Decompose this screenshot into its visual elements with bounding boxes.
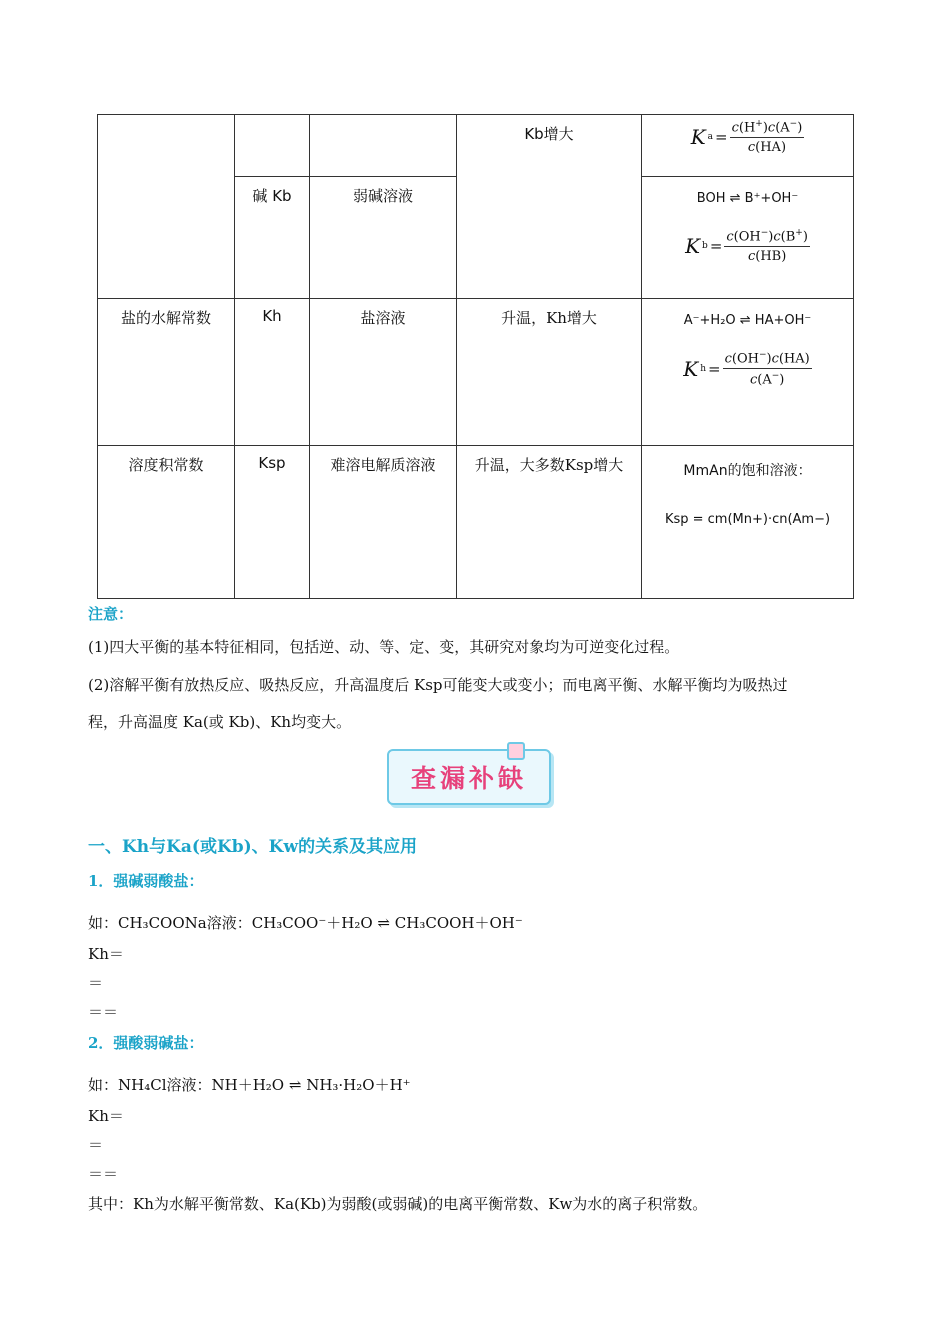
example-nh4cl: 如：NH₄Cl溶液：NH＋H₂O ⇌ NH₃·H₂O＋H⁺ <box>88 1076 411 1094</box>
table-cell <box>235 115 310 177</box>
table-cell-name <box>235 177 310 299</box>
kb-increase-text: Kb增大 <box>524 125 574 143</box>
base-kb-label: 碱 Kb <box>252 187 292 205</box>
table-cell <box>98 115 235 299</box>
note-title: 注意： <box>88 605 134 623</box>
ksp-name: 溶度积常数 <box>128 456 204 474</box>
note-paragraph-1: (1)四大平衡的基本特征相同，包括逆、动、等、定、变，其研究对象均为可逆变化过程。 <box>88 638 680 656</box>
weak-base-solution: 弱碱溶液 <box>352 187 413 205</box>
insoluble-solution: 难溶电解质溶液 <box>330 456 436 474</box>
ksp-expression: Ksp = cm(Mn+)·cn(Am−) <box>664 512 831 527</box>
equilibrium-constants-table <box>97 114 854 599</box>
table-cell-solution <box>310 446 457 599</box>
kb-expression: K b = $\frac{c(OH^-)c(B^+)}{c(HB)}$ <box>685 228 808 265</box>
table-cell-name <box>98 446 235 599</box>
table-cell-solution <box>310 177 457 299</box>
saturated-solution-label: MmAn的饱和溶液： <box>683 463 812 479</box>
table-cell-factor <box>457 115 642 299</box>
table-cell-formula <box>642 115 854 177</box>
paper-clip-icon <box>507 742 525 760</box>
hydrolysis-constant-name: 盐的水解常数 <box>120 309 211 327</box>
subheading-strong-base-weak-acid: 1．强碱弱酸盐： <box>88 872 204 890</box>
table-cell-formula <box>642 446 854 599</box>
table-cell-factor <box>457 446 642 599</box>
note-paragraph-2: (2)溶解平衡有放热反应、吸热反应，升高温度后 Ksp可能变大或变小；而电离平衡、水解平衡均为吸热过 <box>88 676 788 694</box>
subheading-strong-acid-weak-base: 2．强酸弱碱盐： <box>88 1034 204 1052</box>
table-cell <box>310 115 457 177</box>
hydrolysis-equation: A⁻+H₂O ⇌ HA+OH⁻ <box>683 313 812 328</box>
table-cell-name <box>98 299 235 446</box>
kh-symbol: Kh <box>262 307 282 325</box>
table-cell-formula <box>642 177 854 299</box>
boh-equation: BOH ⇌ B⁺+OH⁻ <box>696 191 799 206</box>
table-cell-solution <box>310 299 457 446</box>
ka-expression: K a = $\frac{c(H^+)c(A^-)}{c(HA)}$ <box>690 119 803 156</box>
equals-line-2b: ＝＝ <box>88 1165 119 1183</box>
table-cell-formula <box>642 299 854 446</box>
footer-explanation: 其中：Kh为水解平衡常数、Ka(Kb)为弱酸(或弱碱)的电离平衡常数、Kw为水的离子积常数。 <box>88 1195 708 1213</box>
ksp-symbol: Ksp <box>258 454 286 472</box>
kh-line-2: Kh＝ <box>88 1107 124 1125</box>
kh-factor: 升温，Kh增大 <box>501 309 597 327</box>
note-paragraph-2-cont: 程，升高温度 Ka(或 Kb)、Kh均变大。 <box>88 713 352 731</box>
kh-line-1: Kh＝ <box>88 945 124 963</box>
table-cell-symbol <box>235 446 310 599</box>
kh-expression: K h = $\frac{c(OH^-)c(HA)}{c(A^-)}$ <box>683 350 810 388</box>
equals-line-2: ＝ <box>88 1136 104 1154</box>
equals-line-1: ＝ <box>88 974 104 992</box>
table-cell-factor <box>457 299 642 446</box>
section-badge: 查漏补缺 <box>387 749 551 805</box>
salt-solution: 盐溶液 <box>360 309 406 327</box>
equals-line-1b: ＝＝ <box>88 1003 119 1021</box>
table-cell-symbol <box>235 299 310 446</box>
ksp-factor: 升温，大多数Ksp增大 <box>474 456 624 474</box>
section-heading: 一、Kh与Ka(或Kb)、Kw的关系及其应用 <box>88 837 418 857</box>
example-ch3coona: 如：CH₃COONa溶液：CH₃COO⁻＋H₂O ⇌ CH₃COOH＋OH⁻ <box>88 914 523 932</box>
